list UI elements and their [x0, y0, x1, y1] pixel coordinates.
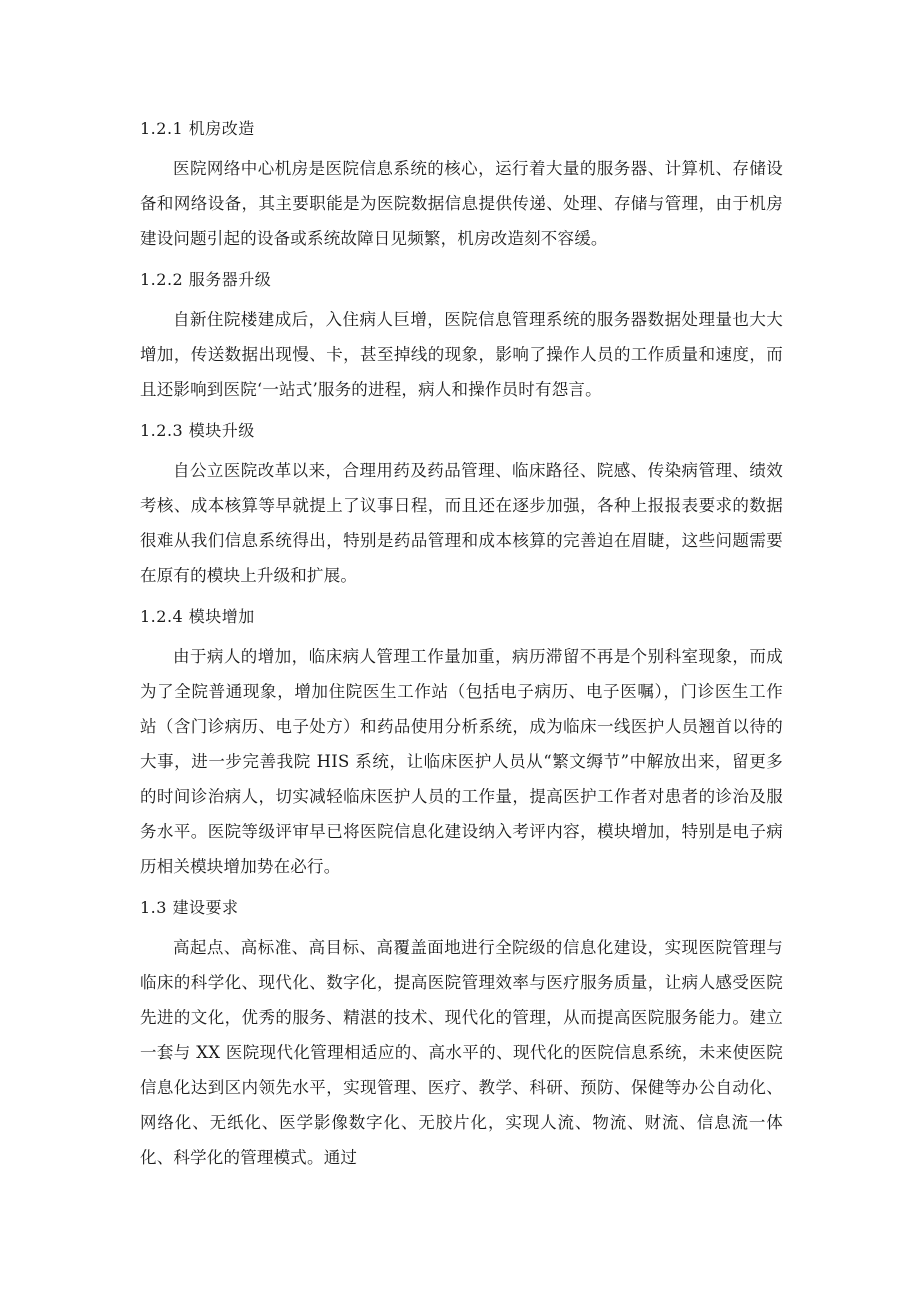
section-1-2-3 — [140, 417, 783, 593]
section-paragraph: 由于病人的增加，临床病人管理工作量加重，病历滞留不再是个别科室现象，而成为了全院普通现象，增加住院医生工作站（包括电子病历、电子医嘱），门诊医生工作站（含门诊病历、电子处方）和药品使用分析系统，成为临床一线医护人员翘首以待的大事，进一步完善我院 HIS 系统，让临床医护人员从“繁文缛节”中解放出来，留更多的时间诊治病人，切实减轻临床医护人员的工作量，提高医护工作者对患者的诊治及服务水平。医院等级评审早已将医院信息化建设纳入考评内容，模块增加，特别是电子病历相关模块增加势在必行。 — [140, 647, 783, 876]
section-1-2-4 — [140, 603, 783, 884]
section-paragraph: 医院网络中心机房是医院信息系统的核心，运行着大量的服务器、计算机、存储设备和网络设备，其主要职能是为医院数据信息提供传递、处理、存储与管理，由于机房建设问题引起的设备或系统故障日见频繁，机房改造刻不容缓。 — [140, 159, 783, 248]
section-1-2-1 — [140, 115, 783, 256]
section-heading: 1.2.3 模块升级 — [140, 421, 255, 440]
section-heading: 1.2.2 服务器升级 — [140, 270, 272, 289]
section-paragraph: 自公立医院改革以来，合理用药及药品管理、临床路径、院感、传染病管理、绩效考核、成本核算等早就提上了议事日程，而且还在逐步加强，各种上报报表要求的数据很难从我们信息系统得出，特别是药品管理和成本核算的完善迫在眉睫，这些问题需要在原有的模块上升级和扩展。 — [140, 461, 783, 585]
section-1-2-2 — [140, 266, 783, 407]
section-paragraph: 自新住院楼建成后，入住病人巨增，医院信息管理系统的服务器数据处理量也大大增加，传送数据出现慢、卡，甚至掉线的现象，影响了操作人员的工作质量和速度，而且还影响到医院‘一站式’服务的进程，病人和操作员时有怨言。 — [140, 310, 783, 399]
section-heading: 1.3 建设要求 — [140, 898, 239, 917]
section-1-3 — [140, 894, 783, 1175]
section-paragraph: 高起点、高标准、高目标、高覆盖面地进行全院级的信息化建设，实现医院管理与临床的科学化、现代化、数字化，提高医院管理效率与医疗服务质量，让病人感受医院先进的文化，优秀的服务、精湛的技术、现代化的管理，从而提高医院服务能力。建立一套与 XX 医院现代化管理相适应的、高水平的、现代化的医院信息系统，未来使医院信息化达到区内领先水平，实现管理、医疗、教学、科研、预防、保健等办公自动化、网络化、无纸化、医学影像数字化、无胶片化，实现人流、物流、财流、信息流一体化、科学化的管理模式。通过 — [140, 938, 783, 1167]
section-heading: 1.2.1 机房改造 — [140, 119, 255, 138]
document-body — [140, 115, 783, 1185]
section-heading: 1.2.4 模块增加 — [140, 607, 255, 626]
